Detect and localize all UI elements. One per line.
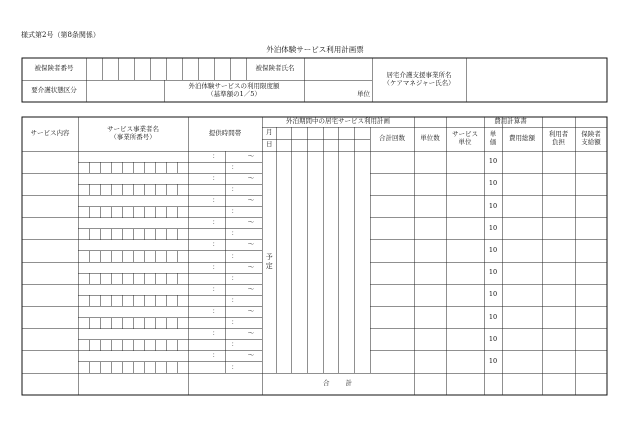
grand-total-user-share-cell[interactable] <box>542 373 575 395</box>
time-colon: ： <box>212 262 219 271</box>
user-share-header-line1: 利用者 <box>548 130 569 139</box>
time-colon: ： <box>231 273 238 282</box>
total-cost-header: 費用総額 <box>509 134 535 143</box>
time-slot-header: 提供時間帯 <box>208 129 242 138</box>
time-colon: ： <box>231 318 238 327</box>
unit-price-value: 10 <box>488 290 498 299</box>
unit-price-value: 10 <box>488 223 498 232</box>
service-units-header <box>446 127 484 151</box>
usage-limit-label-line2: （基準額の1／5） <box>207 90 261 98</box>
time-colon: ： <box>231 207 238 216</box>
care-office-label <box>372 58 466 102</box>
time-colon: ： <box>212 351 219 360</box>
time-tilde: 〜 <box>247 151 255 160</box>
insured-number-input[interactable] <box>86 58 246 80</box>
time-tilde: 〜 <box>247 196 255 205</box>
time-colon: ： <box>231 295 238 304</box>
user-share-header <box>542 127 575 151</box>
unit-price-value: 10 <box>488 334 498 343</box>
time-colon: ： <box>212 240 219 249</box>
insurer-payment-header-line2: 支給額 <box>581 138 601 146</box>
month-label: 月 <box>266 128 273 137</box>
time-tilde: 〜 <box>247 240 255 249</box>
insurer-payment-header <box>575 127 607 151</box>
cost-calc-header: 費用計算書 <box>494 117 527 126</box>
service-units-header-line2: 単位 <box>458 138 472 146</box>
insured-name-input[interactable] <box>304 58 372 80</box>
plan-header: 外泊期間中の居宅サービス利用計画 <box>286 117 390 126</box>
form-title: 外泊体験サービス利用計画票 <box>266 45 364 54</box>
time-colon: ： <box>212 173 219 182</box>
time-colon: ： <box>231 251 238 260</box>
care-level-input[interactable] <box>86 80 164 102</box>
usage-limit-label <box>164 80 304 102</box>
unit-price-value: 10 <box>488 157 498 166</box>
care-office-label-line1: 居宅介護支援事業所名 <box>386 71 452 80</box>
unit-price-header-line2: 価 <box>489 138 497 146</box>
insured-number-label: 被保険者番号 <box>34 64 74 73</box>
units-header: 単位数 <box>420 134 440 143</box>
day-label: 日 <box>266 140 273 149</box>
time-colon: ： <box>212 329 219 338</box>
provider-header <box>78 117 188 151</box>
unit-price-value: 10 <box>488 245 498 254</box>
grand-total-cost-cell[interactable] <box>502 373 542 395</box>
time-colon: ： <box>231 340 238 349</box>
time-tilde: 〜 <box>247 284 255 293</box>
care-office-input[interactable] <box>466 58 607 102</box>
unit-price-header-line1: 単 <box>489 130 497 139</box>
user-share-header-line2: 負担 <box>552 138 565 146</box>
usage-limit-label-line1: 外泊体験サービスの利用限度額 <box>188 82 280 91</box>
unit-price-value: 10 <box>488 201 498 210</box>
grand-total-label: 合 計 <box>323 379 353 388</box>
care-level-label: 要介護状態区分 <box>31 86 77 95</box>
usage-limit-input[interactable] <box>304 80 372 102</box>
grand-total-insurer-cell[interactable] <box>575 373 607 395</box>
time-colon: ： <box>212 218 219 227</box>
service-units-header-line1: サービス <box>452 130 478 139</box>
time-colon: ： <box>212 196 219 205</box>
provider-header-line2: （事業所番号） <box>110 133 156 141</box>
provider-header-line1: サービス事業者名 <box>107 125 159 134</box>
total-count-header: 合計回数 <box>379 134 405 143</box>
insured-name-label: 被保険者氏名 <box>255 64 295 73</box>
time-colon: ： <box>231 162 238 171</box>
time-colon: ： <box>231 362 238 371</box>
unit-price-value: 10 <box>488 268 498 277</box>
time-tilde: 〜 <box>247 351 255 360</box>
care-office-label-line2: （ケアマネジャー氏名） <box>383 79 455 87</box>
time-tilde: 〜 <box>247 173 255 182</box>
time-colon: ： <box>231 229 238 238</box>
unit-price-value: 10 <box>488 312 498 321</box>
insurer-payment-header-line1: 保険者 <box>581 130 601 139</box>
time-tilde: 〜 <box>247 218 255 227</box>
unit-price-value: 10 <box>488 179 498 188</box>
service-content-header: サービス内容 <box>30 129 70 138</box>
form-number: 様式第2号（第8条関係） <box>21 31 100 39</box>
time-tilde: 〜 <box>247 262 255 271</box>
time-colon: ： <box>212 284 219 293</box>
time-colon: ： <box>212 151 219 160</box>
time-colon: ： <box>212 307 219 316</box>
time-colon: ： <box>231 184 238 193</box>
grid-border <box>22 117 607 395</box>
unit-price-value: 10 <box>488 356 498 365</box>
unit-price-header <box>484 127 502 151</box>
time-tilde: 〜 <box>247 307 255 316</box>
scheduled-label: 予定 <box>265 253 274 271</box>
unit-label: 単位 <box>357 90 370 99</box>
time-tilde: 〜 <box>247 329 255 338</box>
